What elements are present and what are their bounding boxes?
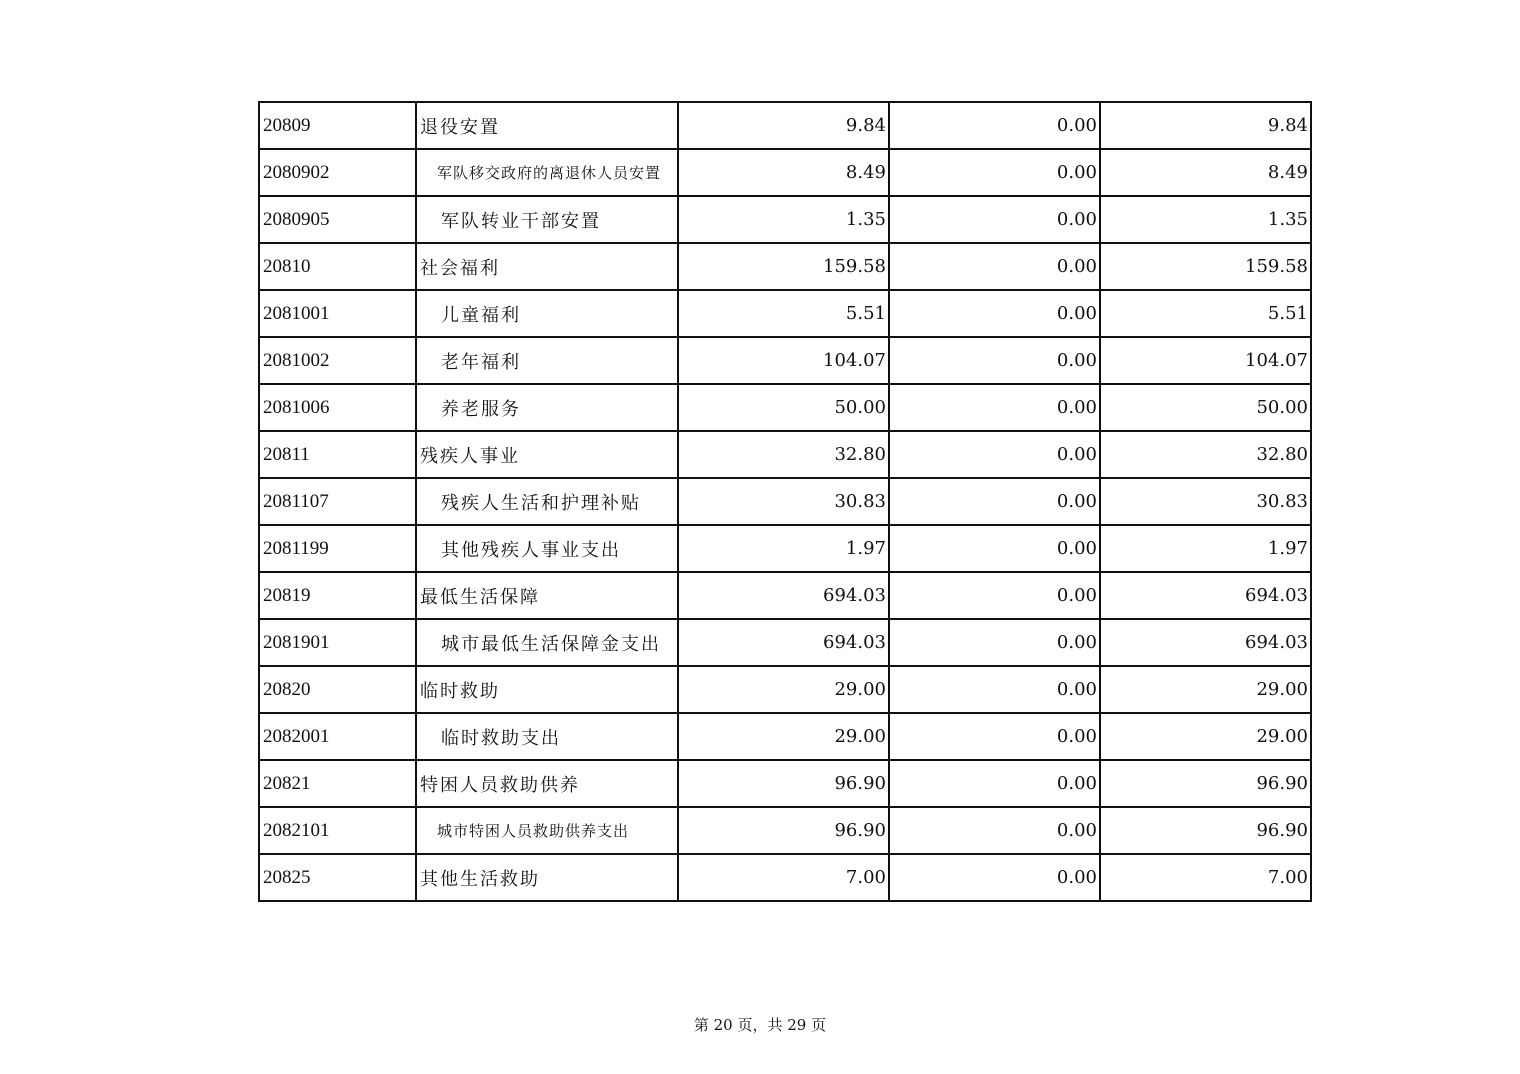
amount-cell-2: 0.00 [889,337,1100,384]
amount-cell-3: 8.49 [1100,149,1311,196]
amount-cell-2: 0.00 [889,572,1100,619]
table-row [259,760,1311,807]
amount-cell-2: 0.00 [889,290,1100,337]
amount-cell-3: 5.51 [1100,290,1311,337]
subject-name-cell: 养老服务 [416,384,678,431]
amount-cell-3: 7.00 [1100,854,1311,901]
amount-cell-3: 104.07 [1100,337,1311,384]
amount-cell-1: 5.51 [678,290,889,337]
subject-code-cell: 20821 [259,760,416,807]
subject-name-cell: 残疾人生活和护理补贴 [416,478,678,525]
table-row [259,384,1311,431]
page-number-footer: 第 20 页，共 29 页 [693,1016,827,1034]
table-row [259,149,1311,196]
amount-cell-3: 32.80 [1100,431,1311,478]
amount-cell-3: 29.00 [1100,666,1311,713]
subject-code-cell: 2081199 [259,525,416,572]
amount-cell-2: 0.00 [889,525,1100,572]
amount-cell-1: 159.58 [678,243,889,290]
table-row [259,196,1311,243]
subject-code-cell: 2081901 [259,619,416,666]
amount-cell-2: 0.00 [889,478,1100,525]
amount-cell-2: 0.00 [889,619,1100,666]
subject-code-cell: 20810 [259,243,416,290]
subject-code-cell: 2080902 [259,149,416,196]
table-row [259,572,1311,619]
amount-cell-1: 96.90 [678,760,889,807]
amount-cell-1: 32.80 [678,431,889,478]
amount-cell-2: 0.00 [889,713,1100,760]
budget-table-body [259,102,1311,901]
subject-name-cell: 其他残疾人事业支出 [416,525,678,572]
subject-code-cell: 2082001 [259,713,416,760]
table-row [259,243,1311,290]
subject-name-cell: 城市特困人员救助供养支出 [416,807,678,854]
amount-cell-2: 0.00 [889,854,1100,901]
subject-code-cell: 2082101 [259,807,416,854]
subject-name-cell: 临时救助 [416,666,678,713]
amount-cell-3: 159.58 [1100,243,1311,290]
amount-cell-1: 96.90 [678,807,889,854]
subject-name-cell: 退役安置 [416,102,678,149]
subject-code-cell: 20809 [259,102,416,149]
amount-cell-2: 0.00 [889,431,1100,478]
amount-cell-1: 104.07 [678,337,889,384]
amount-cell-1: 50.00 [678,384,889,431]
table-row [259,666,1311,713]
table-row [259,431,1311,478]
amount-cell-2: 0.00 [889,807,1100,854]
table-row [259,290,1311,337]
amount-cell-1: 7.00 [678,854,889,901]
amount-cell-3: 30.83 [1100,478,1311,525]
subject-name-cell: 军队转业干部安置 [416,196,678,243]
subject-code-cell: 20811 [259,431,416,478]
amount-cell-2: 0.00 [889,384,1100,431]
amount-cell-2: 0.00 [889,149,1100,196]
subject-code-cell: 20820 [259,666,416,713]
amount-cell-1: 694.03 [678,619,889,666]
subject-name-cell: 特困人员救助供养 [416,760,678,807]
amount-cell-3: 96.90 [1100,760,1311,807]
subject-name-cell: 儿童福利 [416,290,678,337]
amount-cell-2: 0.00 [889,243,1100,290]
amount-cell-3: 29.00 [1100,713,1311,760]
subject-code-cell: 2081002 [259,337,416,384]
subject-code-cell: 20825 [259,854,416,901]
amount-cell-1: 9.84 [678,102,889,149]
amount-cell-3: 1.35 [1100,196,1311,243]
subject-name-cell: 残疾人事业 [416,431,678,478]
subject-name-cell: 老年福利 [416,337,678,384]
table-row [259,713,1311,760]
subject-name-cell: 社会福利 [416,243,678,290]
table-row [259,337,1311,384]
amount-cell-1: 30.83 [678,478,889,525]
table-row [259,854,1311,901]
amount-cell-3: 1.97 [1100,525,1311,572]
table-row [259,807,1311,854]
subject-name-cell: 军队移交政府的离退休人员安置 [416,149,678,196]
amount-cell-1: 8.49 [678,149,889,196]
amount-cell-2: 0.00 [889,760,1100,807]
subject-code-cell: 2081107 [259,478,416,525]
amount-cell-1: 694.03 [678,572,889,619]
amount-cell-1: 1.35 [678,196,889,243]
amount-cell-3: 694.03 [1100,619,1311,666]
budget-table [258,101,1312,902]
amount-cell-2: 0.00 [889,102,1100,149]
amount-cell-3: 96.90 [1100,807,1311,854]
amount-cell-3: 50.00 [1100,384,1311,431]
subject-code-cell: 2081006 [259,384,416,431]
table-row [259,478,1311,525]
table-row [259,619,1311,666]
subject-code-cell: 2081001 [259,290,416,337]
subject-name-cell: 城市最低生活保障金支出 [416,619,678,666]
amount-cell-3: 694.03 [1100,572,1311,619]
amount-cell-1: 29.00 [678,666,889,713]
amount-cell-1: 1.97 [678,525,889,572]
subject-name-cell: 最低生活保障 [416,572,678,619]
subject-code-cell: 2080905 [259,196,416,243]
amount-cell-2: 0.00 [889,666,1100,713]
subject-name-cell: 其他生活救助 [416,854,678,901]
amount-cell-2: 0.00 [889,196,1100,243]
table-row [259,525,1311,572]
amount-cell-3: 9.84 [1100,102,1311,149]
amount-cell-1: 29.00 [678,713,889,760]
table-row [259,102,1311,149]
subject-code-cell: 20819 [259,572,416,619]
subject-name-cell: 临时救助支出 [416,713,678,760]
